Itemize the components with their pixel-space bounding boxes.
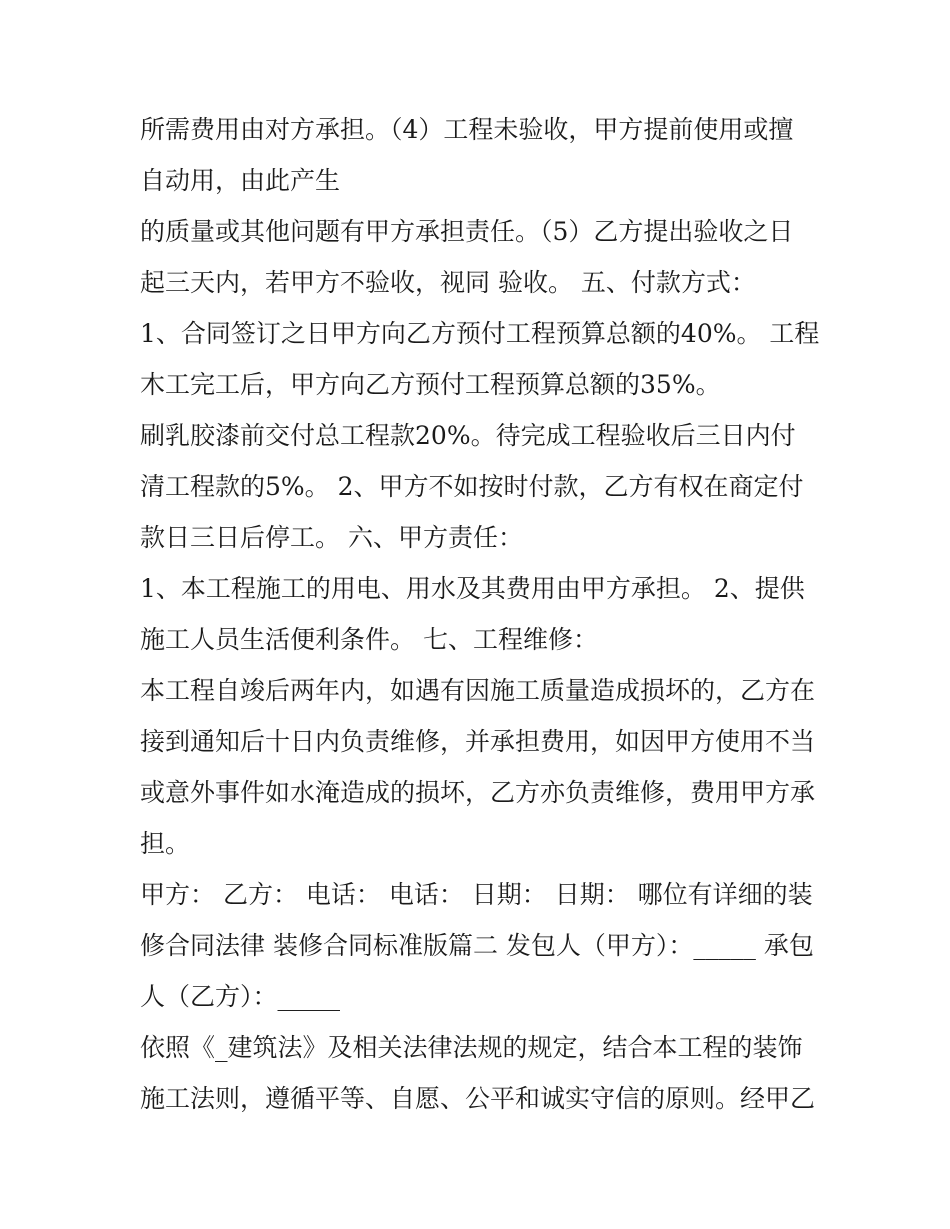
text-line: 刷乳胶漆前交付总工程款20%。待完成工程验收后三日内付 bbox=[140, 421, 796, 450]
text-line: 的质量或其他问题有甲方承担责任。（5）乙方提出验收之日 bbox=[140, 217, 794, 246]
text-line: 依照《_建筑法》及相关法律法规的规定，结合本工程的装饰 bbox=[140, 1033, 803, 1062]
text-line: 起三天内，若甲方不验收，视同 验收。 五、付款方式： bbox=[140, 268, 756, 297]
text-line: 1、本工程施工的用电、用水及其费用由甲方承担。 2、提供 bbox=[140, 574, 805, 603]
text-line: 款日三日后停工。 六、甲方责任： bbox=[140, 523, 523, 552]
text-line: 施工法则，遵循平等、自愿、公平和诚实守信的原则。经甲乙 bbox=[140, 1084, 816, 1113]
text-line: 所需费用由对方承担。（4）工程未验收，甲方提前使用或擅 bbox=[140, 115, 794, 144]
text-line: 人（乙方）：_____ bbox=[140, 982, 341, 1011]
text-line: 木工完工后，甲方向乙方预付工程预算总额的35%。 bbox=[140, 370, 721, 399]
text-line: 自动用，由此产生 bbox=[140, 166, 341, 195]
text-line: 接到通知后十日内负责维修，并承担费用，如因甲方使用不当 bbox=[140, 727, 816, 756]
text-line: 修合同法律 装修合同标准版篇二 发包人（甲方）：_____ 承包 bbox=[140, 931, 814, 960]
text-line: 清工程款的5%。 2、甲方不如按时付款，乙方有权在商定付 bbox=[140, 472, 804, 501]
text-line: 1、合同签订之日甲方向乙方预付工程预算总额的40%。 工程 bbox=[140, 319, 820, 348]
text-line: 担。 bbox=[140, 829, 191, 858]
text-line: 或意外事件如水淹造成的损坏，乙方亦负责维修，费用甲方承 bbox=[140, 778, 816, 807]
text-line: 本工程自竣后两年内，如遇有因施工质量造成损坏的，乙方在 bbox=[140, 676, 816, 705]
text-line: 甲方： 乙方： 电话： 电话： 日期： 日期： 哪位有详细的装 bbox=[140, 880, 813, 909]
document-body bbox=[140, 104, 820, 1124]
text-line: 施工人员生活便利条件。 七、工程维修： bbox=[140, 625, 598, 654]
